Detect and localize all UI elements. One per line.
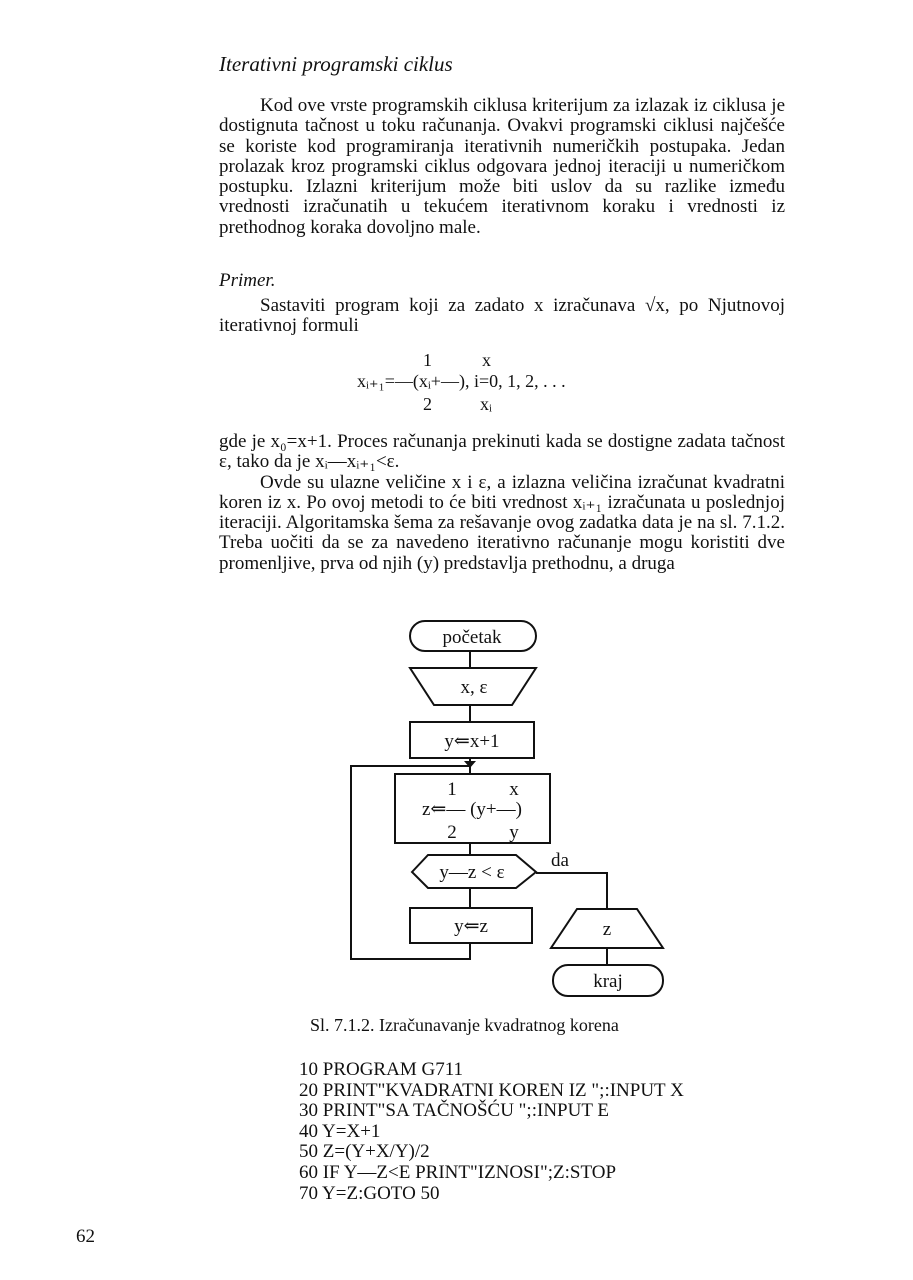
end-label: kraj	[593, 971, 623, 992]
calc-denominator-1: 2	[447, 822, 457, 843]
paragraph-intro	[219, 96, 785, 238]
code-listing	[299, 1060, 684, 1204]
paragraph-stop-condition-text: gde je x₀=x+1. Proces računanja prekinuti kada se dostigne zadata tačnost ε, tako da je xᵢ—xᵢ₊₁<ε.	[219, 431, 785, 473]
paragraph-task	[219, 296, 785, 337]
formula-numerator-2: x	[482, 350, 491, 370]
connector-yes-branch	[536, 873, 607, 909]
calc-numerator-1: 1	[447, 779, 457, 800]
assign-label: y⇐z	[454, 916, 488, 937]
paragraph-explanation-text: Ovde su ulazne veličine x i ε, a izlazna veličina izračunat kvadratni koren iz x. Po ovoj metodi to će biti vrednost xᵢ₊₁ izračunata u poslednjoj iteraciji. Algoritamska šema za rešavanje ovog zadatka data je na sl. 7.1.2. Treba uočiti da se za navedeno iterativno računanje mogu koristiti dve promenljive, prva od njih (y) predstavlja prethodnu, a druga	[219, 471, 785, 574]
figure-caption: Sl. 7.1.2. Izračunavanje kvadratnog korena	[310, 1015, 619, 1035]
input-label: x, ε	[460, 677, 488, 698]
paragraph-task-text: Sastaviti program koji za zadato x izračunava √x, po Njutnovoj iterativnoj formuli	[219, 295, 785, 337]
calc-denominator-2: y	[509, 822, 519, 843]
formula-main: xᵢ₊₁=—(xᵢ+—), i=0, 1, 2, . . .	[357, 371, 566, 391]
output-label: z	[602, 919, 612, 940]
yes-branch-label: da	[551, 850, 569, 871]
code-line: 10 PROGRAM G711	[299, 1059, 463, 1080]
code-line: 40 Y=X+1	[299, 1120, 381, 1142]
paragraph-intro-text: Kod ove vrste programskih ciklusa kriterijum za izlazak iz ciklusa je dostignuta tačnost u toku računanja. Ovakvi programski ciklusi najčešće se koriste kod programiranja iterativnih numeričkih postupaka. Jedan prolazak kroz programski ciklus odgovara jednoj iteraciji u numeričkom postupku. Izlazni kriterijum može biti uslov da su razlike između vrednosti izračunatih u tekućem iterativnom koraku i vrednosti iz prethodnog koraka dovoljno male.	[219, 95, 785, 238]
section-title: Iterativni programski ciklus	[219, 52, 453, 76]
code-line: 70 Y=Z:GOTO 50	[299, 1182, 440, 1204]
example-label: Primer.	[219, 270, 276, 291]
paragraph-stop-condition	[219, 432, 785, 574]
code-line: 60 IF Y—Z<E PRINT"IZNOSI";Z:STOP	[299, 1161, 617, 1183]
page-number: 62	[76, 1226, 95, 1247]
calc-numerator-2: x	[509, 779, 519, 800]
calc-main: z⇐— (y+—)	[422, 799, 522, 820]
code-line: 50 Z=(Y+X/Y)/2	[299, 1141, 430, 1163]
formula-numerator-1: 1	[423, 350, 432, 370]
decision-label: y—z < ε	[439, 862, 505, 883]
init-label: y⇐x+1	[444, 731, 500, 752]
start-label: početak	[442, 627, 502, 648]
code-line: 30 PRINT"SA TAČNOŠĆU ";:INPUT E	[299, 1100, 609, 1122]
flowchart	[0, 610, 913, 1010]
formula-denominator-2: xᵢ	[480, 394, 492, 414]
code-line: 20 PRINT"KVADRATNI KOREN IZ ";:INPUT X	[299, 1079, 684, 1101]
formula-denominator-1: 2	[423, 394, 432, 414]
